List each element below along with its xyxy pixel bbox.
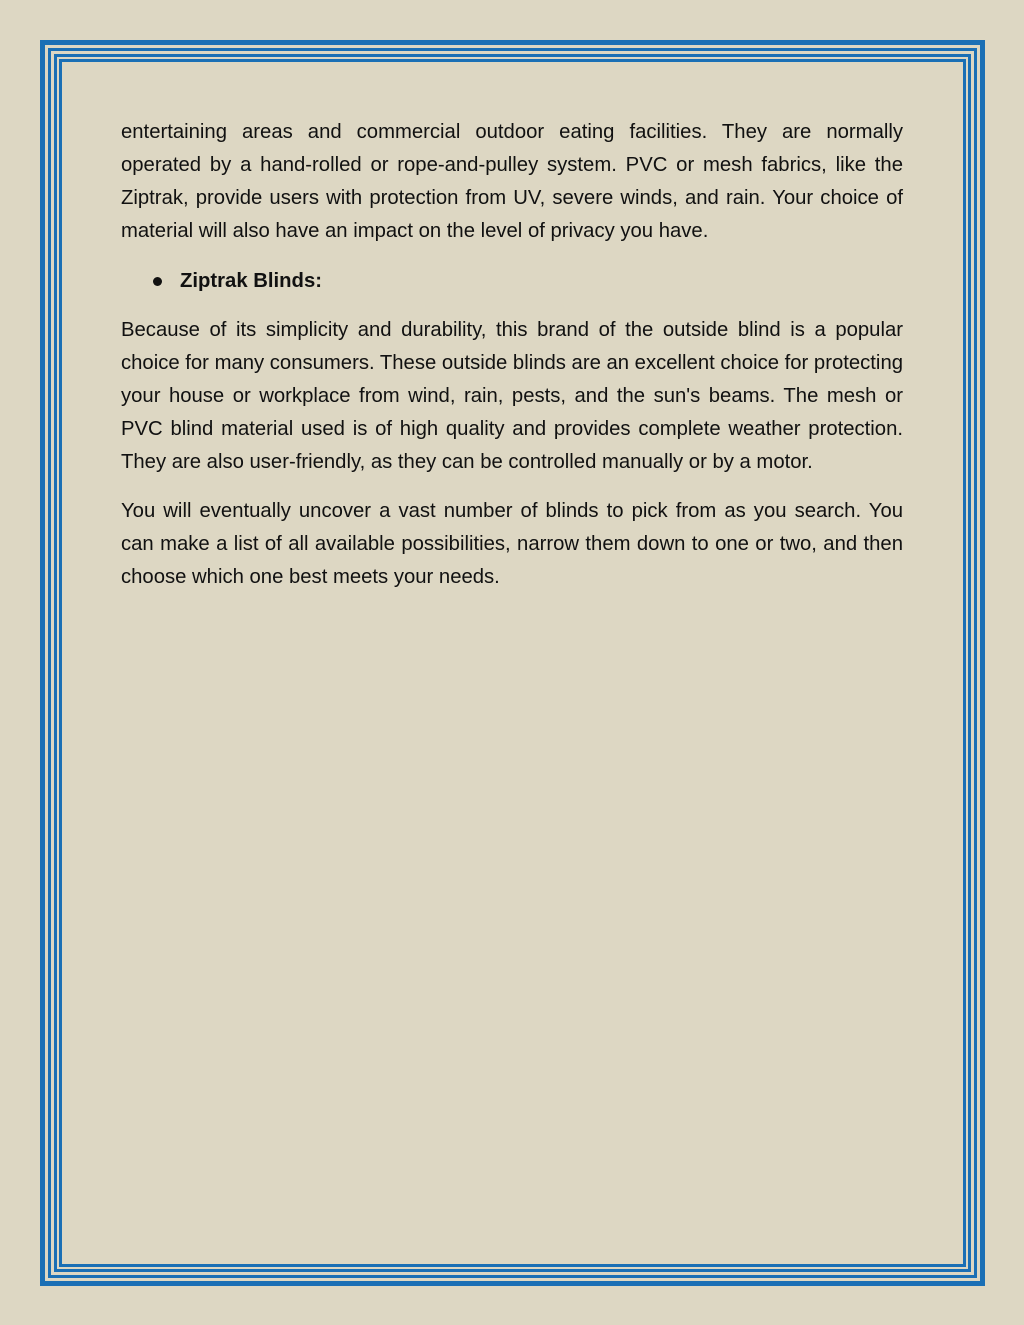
paragraph-conclusion: You will eventually uncover a vast number of blinds to pick from as you search. You can make a list of all available possibilities, narrow them down to one or two, and then choose which one best meets your needs.	[121, 500, 903, 588]
paragraph-outdoor-blinds: entertaining areas and commercial outdoor eating facilities. They are normally operated by a hand-rolled or rope-and-pulley system. PVC or mesh fabrics, like the Ziptrak, provide users with protection from UV, severe winds, and rain. Your choice of material will also have an impact on the level of privacy you have.	[121, 121, 903, 242]
bullet-heading: Ziptrak Blinds:	[180, 270, 322, 292]
document-body	[121, 116, 903, 594]
bullet-item-ziptrak	[121, 265, 903, 298]
bullet-icon	[153, 277, 162, 286]
paragraph-ziptrak: Because of its simplicity and durability, this brand of the outside blind is a popular choice for many consumers. These outside blinds are an excellent choice for protecting your house or workplace from wind, rain, pests, and the sun's beams. The mesh or PVC blind material used is of high quality and provides complete weather protection. They are also user-friendly, as they can be controlled manually or by a motor.	[121, 319, 903, 473]
